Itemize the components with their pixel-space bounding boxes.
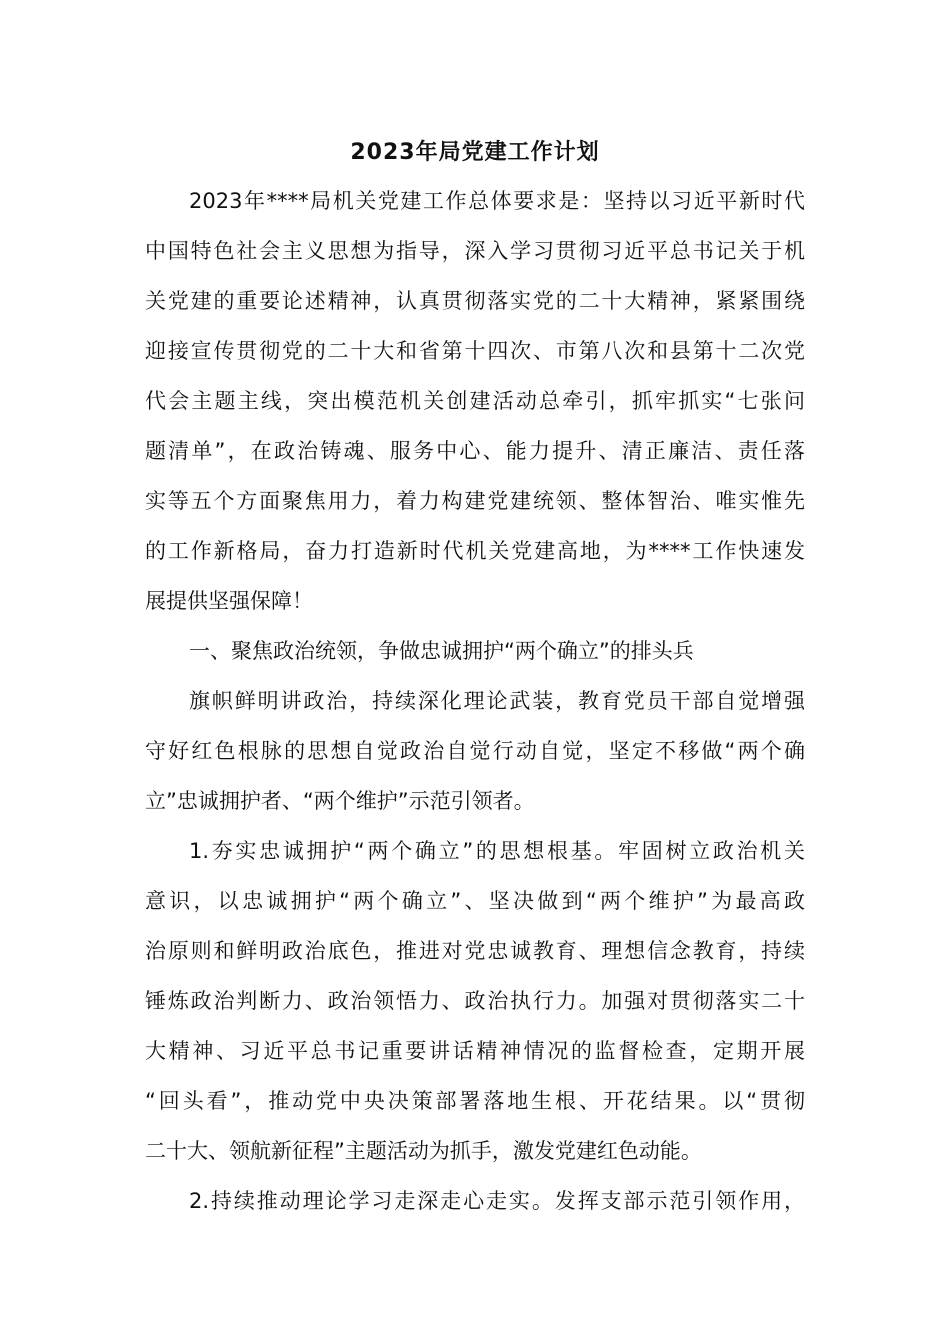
text-line: 二十大、领航新征程”主题活动为抓手，激发党建红色动能。	[145, 1139, 702, 1163]
text-line: 代会主题主线，突出模范机关创建活动总牵引，抓牢抓实“七张问	[145, 389, 805, 413]
paragraph	[145, 826, 805, 1176]
text-line: “回头看”，推动党中央决策部署落地生根、开花结果。以“贯彻	[145, 1089, 805, 1113]
text-line: 立”忠诚拥护者、“两个维护”示范引领者。	[145, 789, 535, 813]
text-line: 意识，以忠诚拥护“两个确立”、坚决做到“两个维护”为最高政	[145, 889, 805, 913]
text-line: 锤炼政治判断力、政治领悟力、政治执行力。加强对贯彻落实二十	[145, 989, 805, 1013]
paragraph	[145, 176, 805, 626]
paragraph	[145, 676, 805, 826]
text-line: 2.持续推动理论学习走深走心走实。发挥支部示范引领作用，	[189, 1189, 805, 1213]
text-line: 旗帜鲜明讲政治，持续深化理论武装，教育党员干部自觉增强	[189, 689, 805, 713]
text-line: 2023年****局机关党建工作总体要求是：坚持以习近平新时代	[189, 189, 805, 213]
document-title: 2023年局党建工作计划	[350, 140, 600, 165]
paragraph	[145, 1176, 805, 1226]
section-heading	[145, 626, 805, 676]
text-line: 一、聚焦政治统领，争做忠诚拥护“两个确立”的排头兵	[189, 639, 694, 663]
document-body	[145, 176, 805, 1226]
text-line: 中国特色社会主义思想为指导，深入学习贯彻习近平总书记关于机	[145, 239, 805, 263]
text-line: 实等五个方面聚焦用力，着力构建党建统领、整体智治、唯实惟先	[145, 489, 805, 513]
document-page	[145, 130, 805, 1226]
text-line: 守好红色根脉的思想自觉政治自觉行动自觉，坚定不移做“两个确	[145, 739, 805, 763]
text-line: 大精神、习近平总书记重要讲话精神情况的监督检查，定期开展	[145, 1039, 805, 1063]
text-line: 关党建的重要论述精神，认真贯彻落实党的二十大精神，紧紧围绕	[145, 289, 805, 313]
text-line: 展提供坚强保障！	[145, 589, 313, 613]
text-line: 治原则和鲜明政治底色，推进对党忠诚教育、理想信念教育，持续	[145, 939, 805, 963]
text-line: 1.夯实忠诚拥护“两个确立”的思想根基。牢固树立政治机关	[189, 839, 805, 863]
text-line: 迎接宣传贯彻党的二十大和省第十四次、市第八次和县第十二次党	[145, 339, 805, 363]
text-line: 题清单”，在政治铸魂、服务中心、能力提升、清正廉洁、责任落	[145, 439, 805, 463]
text-line: 的工作新格局，奋力打造新时代机关党建高地，为****工作快速发	[145, 539, 805, 563]
